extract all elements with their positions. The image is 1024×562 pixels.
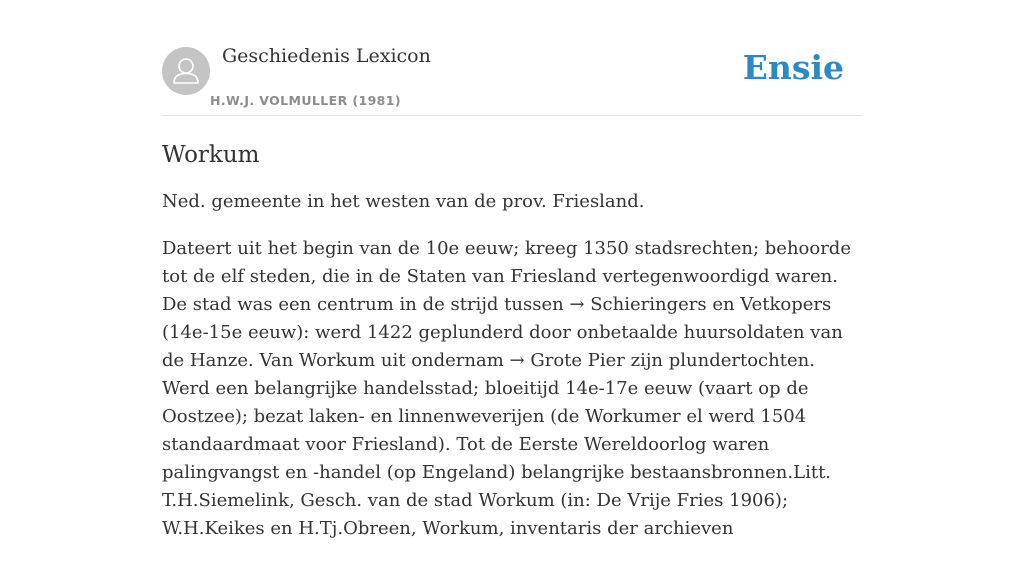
article-paragraph: Dateert uit het begin van de 10e eeuw; kreeg 1350 stadsrechten; behoorde tot de elf steden, die in de Staten van Friesland vertegenwoordigd waren. De stad was een centrum in de strijd tussen → Schieringers en Vetkopers (14e-15e eeuw): werd 1422 geplunderd door onbetaalde huursoldaten van de Hanze. Van Workum uit ondernam → Grote Pier zijn plundertochten. Werd een belangrijke handelsstad; bloeitijd 14e-17e eeuw (vaart op de Oostzee); bezat laken- en linnenweverijen (de Workumer el werd 1504 standaardmaat voor Friesland). Tot de Eerste Wereldoorlog waren palingvangst en -handel (op Engeland) belangrijke bestaansbronnen.Litt. T.H.Siemelink, Gesch. van de stad Workum (in: De Vrije Fries 1906); W.H.Keikes en H.Tj.Obreen, Workum, inventaris der archieven (162, 238, 851, 539)
avatar[interactable] (162, 47, 210, 95)
article-title: Workum (162, 142, 260, 168)
ensie-logo[interactable]: Ensie (742, 48, 844, 87)
book-title-link[interactable]: Geschiedenis Lexicon (222, 45, 431, 67)
article (162, 140, 864, 562)
article-paragraph: Ned. gemeente in het westen van de prov. Friesland. (162, 191, 645, 212)
author-link[interactable]: H.W.J. VOLMULLER (1981) (210, 93, 401, 108)
header (162, 40, 862, 116)
user-icon (162, 47, 210, 95)
